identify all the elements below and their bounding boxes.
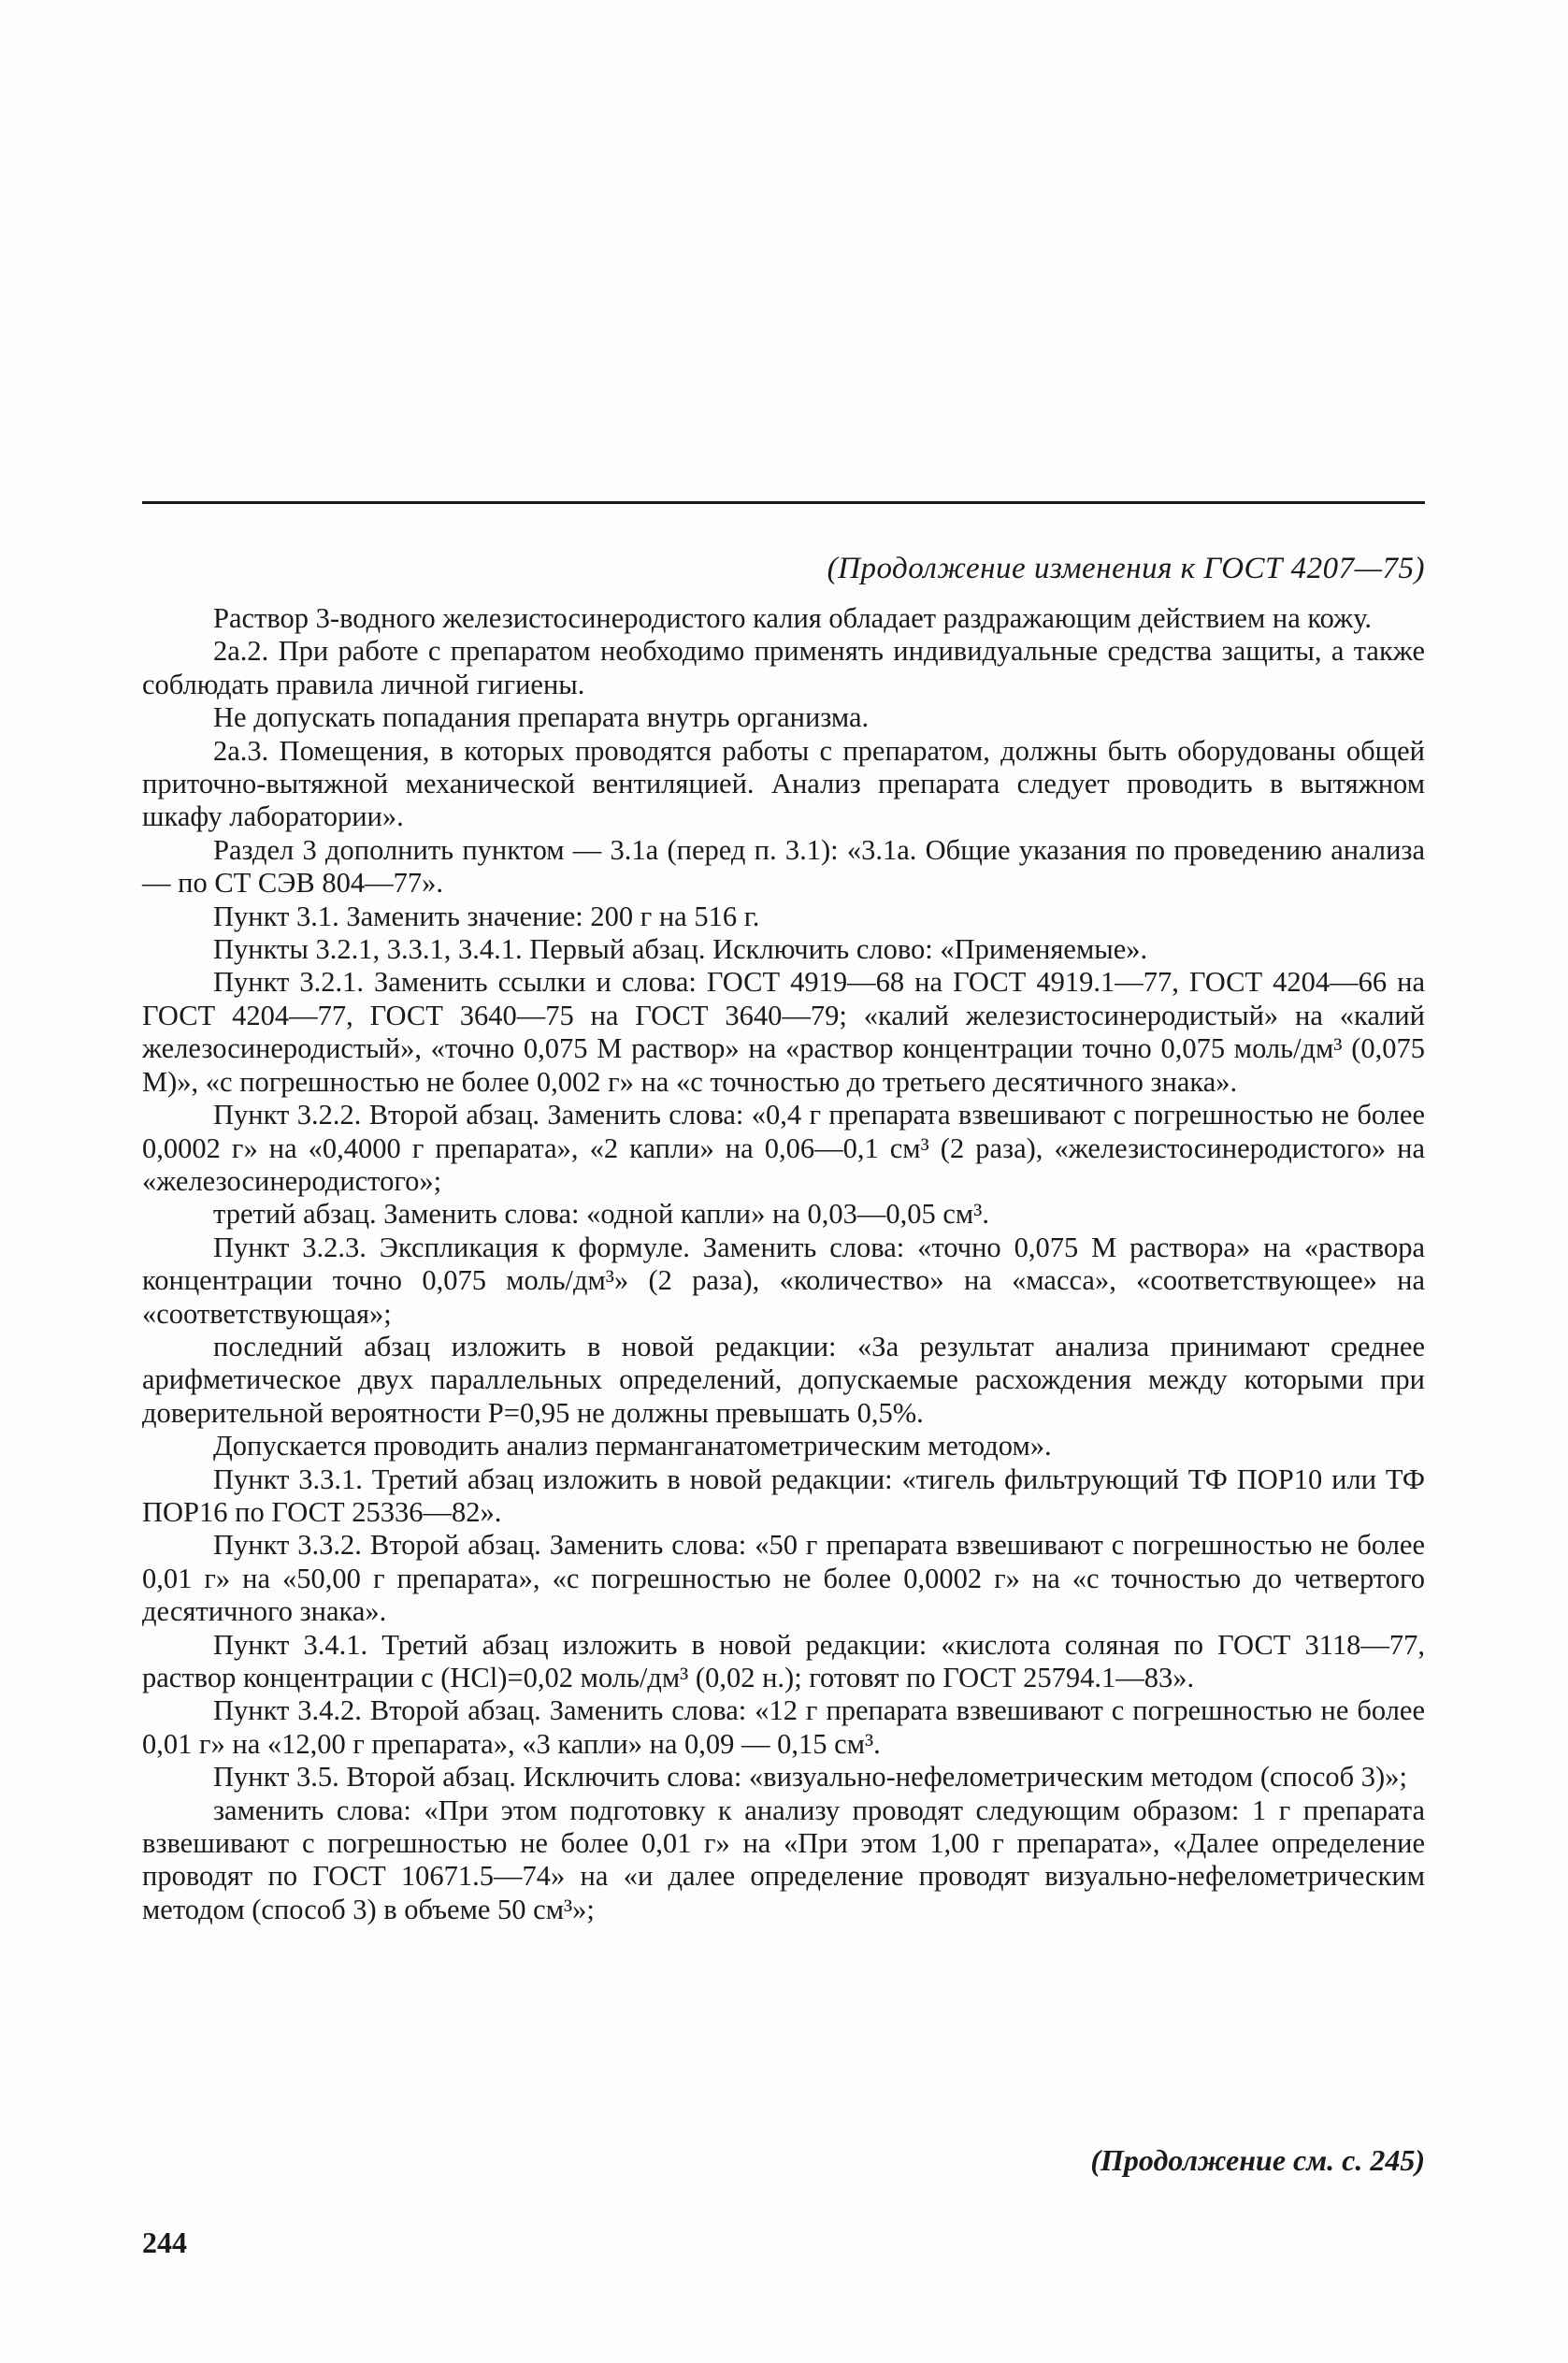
paragraph: Пункт 3.3.1. Третий абзац изложить в новой редакции: «тигель фильтрующий ТФ ПОР10 или ТФ ПОР16 по ГОСТ 25336—82». (142, 1462, 1425, 1528)
paragraph: третий абзац. Заменить слова: «одной капли» на 0,03—0,05 см³. (213, 1198, 989, 1231)
page-number: 244 (142, 2226, 187, 2259)
paragraph: заменить слова: «При этом подготовку к анализу проводят следующим образом: 1 г препарата взвешивают с погрешностью не более 0,01 г» на «При этом 1,00 г препарата», «Далее определение проводят по ГОСТ 10671.5—74» на «и далее определение проводят визуально-нефелометрическим методом (способ 3) в объеме 50 см³»; (142, 1794, 1425, 1925)
paragraph: Пункт 3.2.3. Экспликация к формуле. Заменить слова: «точно 0,075 М раствора» на «раствора концентрации точно 0,075 моль/дм³» (2 раза), «количество» на «масса», «соответствующее» на «соответствующая»; (142, 1231, 1425, 1330)
paragraph: последний абзац изложить в новой редакции: «За результат анализа принимают среднее арифметическое двух параллельных определений, допускаемые расхождения между которыми при доверительной вероятности P=0,95 не должны превышать 0,5%. (142, 1330, 1425, 1429)
paragraph: Раздел 3 дополнить пунктом — 3.1а (перед п. 3.1): «3.1а. Общие указания по проведению анализа — по СТ СЭВ 804—77». (142, 833, 1425, 900)
paragraph: Пункт 3.3.2. Второй абзац. Заменить слова: «50 г препарата взвешивают с погрешностью не более 0,01 г» на «50,00 г препарата», «с погрешностью не более 0,0002 г» на «с точностью до четвертого десятичного знака». (142, 1529, 1425, 1628)
paragraph: Пункт 3.4.2. Второй абзац. Заменить слова: «12 г препарата взвешивают с погрешностью не более 0,01 г» на «12,00 г препарата», «3 капли» на 0,09 — 0,15 см³. (142, 1694, 1425, 1760)
paragraph: Допускается проводить анализ перманганатометрическим методом». (213, 1430, 1052, 1462)
paragraph: Пункты 3.2.1, 3.3.1, 3.4.1. Первый абзац. Исключить слово: «Применяемые». (213, 933, 1148, 966)
top-rule (142, 501, 1425, 504)
paragraph: Пункт 3.4.1. Третий абзац изложить в новой редакции: «кислота соляная по ГОСТ 3118—77, раствор концентрации с (HCl)=0,02 моль/дм³ (0,02 н.); готовят по ГОСТ 25794.1—83». (142, 1628, 1425, 1693)
continuation-header: (Продолжение изменения к ГОСТ 4207—75) (827, 552, 1425, 585)
paragraph: Пункт 3.2.2. Второй абзац. Заменить слова: «0,4 г препарата взвешивают с погрешностью не более 0,0002 г» на «0,4000 г препарата», «2 капли» на 0,06—0,1 см³ (2 раза), «железистосинеродистого» на «железосинеродистого»; (142, 1099, 1425, 1197)
paragraph: 2а.2. При работе с препаратом необходимо применять индивидуальные средства защиты, а также соблюдать правила личной гигиены. (142, 635, 1425, 700)
paragraph: Не допускать попадания препарата внутрь организма. (213, 701, 870, 734)
continuation-footer: (Продолжение см. с. 245) (1090, 2143, 1425, 2177)
paragraph: Пункт 3.1. Заменить значение: 200 г на 516 г. (213, 900, 760, 932)
paragraph: Пункт 3.2.1. Заменить ссылки и слова: ГОСТ 4919—68 на ГОСТ 4919.1—77, ГОСТ 4204—66 на ГОСТ 4204—77, ГОСТ 3640—75 на ГОСТ 3640—79; «калий железистосинеродистый» на «калий железосинеродистый», «точно 0,075 М раствор» на «раствор концентрации точно 0,075 моль/дм³ (0,075 М)», «с погрешностью не более 0,002 г» на «с точностью до третьего десятичного знака». (142, 966, 1425, 1098)
paragraph: 2а.3. Помещения, в которых проводятся работы с препаратом, должны быть оборудованы общей приточно-вытяжной механической вентиляцией. Анализ препарата следует проводить в вытяжном шкафу лаборатории». (142, 734, 1425, 833)
amendment-body (142, 602, 1425, 1926)
paragraph: Пункт 3.5. Второй абзац. Исключить слова: «визуально-нефелометрическим методом (способ 3)»; (213, 1761, 1407, 1794)
paragraph: Раствор 3-водного железистосинеродистого калия обладает раздражающим действием на кожу. (213, 602, 1373, 634)
